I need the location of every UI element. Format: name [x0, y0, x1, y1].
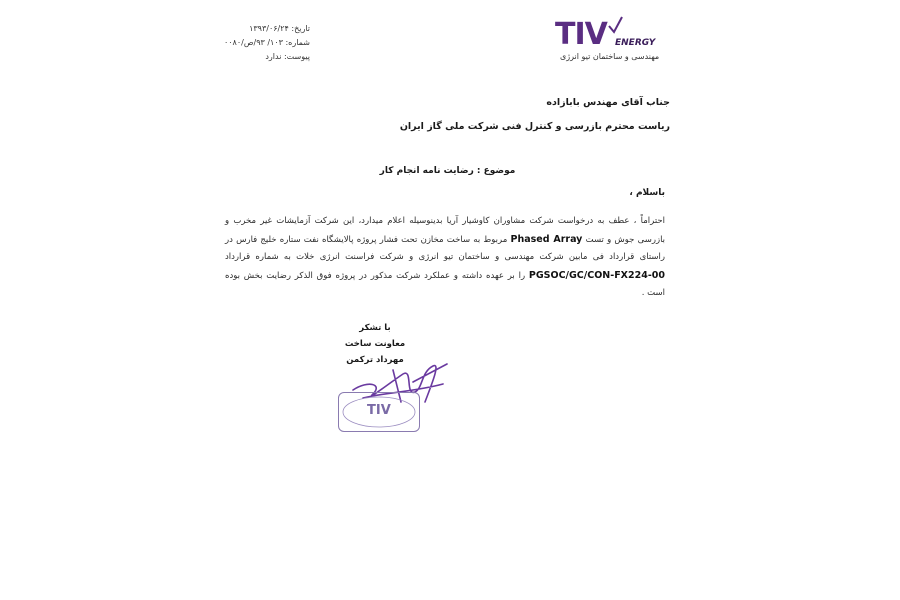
- company-stamp: [338, 392, 420, 432]
- letter-body: [225, 213, 665, 303]
- recipient-line-2: ریاست محترم بازرسی و کنترل فنی شرکت ملی گاز ایران: [399, 121, 670, 132]
- attachment-line: پیوست: ندارد: [265, 52, 310, 61]
- closing: با تشکر: [359, 323, 391, 333]
- letter-page: [215, 10, 680, 450]
- company-logo: [555, 17, 675, 64]
- body-latin-1: Phased Array: [510, 233, 583, 245]
- subject-line: موضوع : رضایت نامه انجام کار: [379, 166, 516, 176]
- body-part-1: احتراماً ، عطف به درخواست شرکت مشاوران کاوشیار آریا بدینوسیله اعلام میدارد، این شرکت آزمایشات غیر مخرب و بازرسی جوش و تست: [225, 216, 666, 245]
- body-part-3: را بر عهده داشته و عملکرد شرکت مذکور در پروژه فوق الذکر رضایت بخش بوده است .: [225, 270, 665, 298]
- logo-energy-text: ENERGY: [615, 38, 656, 48]
- logo-subtitle: مهندسی و ساختمان تیو انرژی: [560, 52, 660, 61]
- date-line: تاریخ: ۱۳۹۳/۰۶/۲۴: [249, 24, 310, 33]
- number-line: شماره: ۱۰۳/ ۹۳/ص/۰۰۸۰: [223, 38, 310, 47]
- logo-check-mark-icon: [607, 16, 623, 36]
- body-contract-number: PGSOC/GC/CON-FX224-00: [528, 269, 665, 281]
- signer-title: معاونت ساخت: [344, 339, 406, 349]
- signer-name: مهرداد ترکمن: [346, 355, 404, 365]
- stamp-text: TIV: [367, 403, 391, 418]
- greeting: باسلام ،: [629, 188, 665, 198]
- logo-wordmark: TIV: [555, 17, 607, 52]
- body-part-2: مربوط به ساخت مخازن تحت فشار پروژه پالایشگاه نفت ستاره خلیج فارس در راستای قرارداد فی مابین شرکت مهندسی و ساختمان تیو انرژی و شرکت فراسنت انرژی خلات به شماره قرارداد: [225, 234, 665, 262]
- signature-block: [315, 320, 435, 368]
- recipient-line-1: جناب آقای مهندس بابازاده: [546, 97, 670, 108]
- letter-meta: [220, 22, 310, 64]
